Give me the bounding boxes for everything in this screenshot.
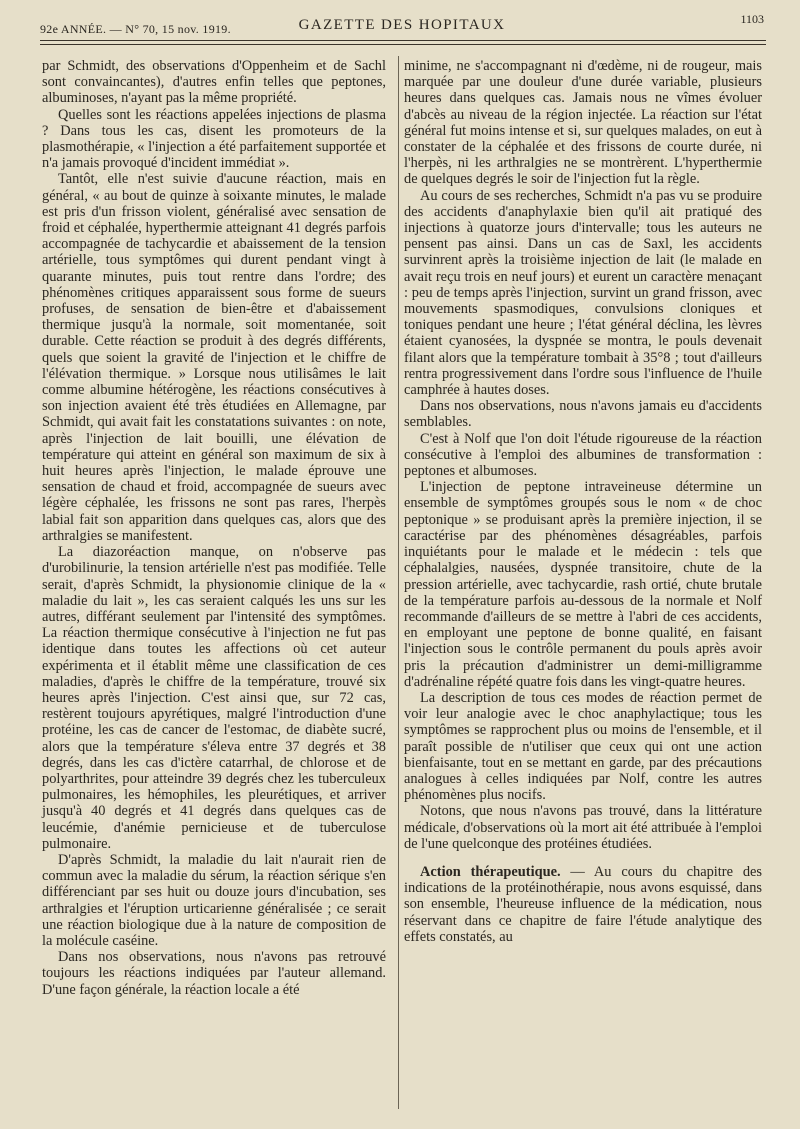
left-column bbox=[42, 58, 386, 998]
header-rule-thin bbox=[40, 44, 766, 45]
column-divider bbox=[398, 56, 399, 1109]
section-heading: Action thérapeutique. bbox=[420, 863, 561, 880]
paragraph: La description de tous ces modes de réaction permet de voir leur analogie avec le choc anaphylactique; tous les symptômes se rapprochent plus ou moins de l'ensemble, et il paraît possible de n'utiliser que ceux qui ont une action bienfaisante, tout en se mettant en garde, par des précautions analogues à celles indiquées par Nolf, contre les autres phénomènes plus nocifs. bbox=[404, 689, 762, 804]
paragraph: Au cours de ses recherches, Schmidt n'a pas vu se produire des accidents d'anaphylaxie bien qu'il ait pratiqué des injections à quatorze jours d'intervalle; tous les auteurs ne pensent pas ainsi. Dans un cas de Saxl, les accidents survinrent après la troisième injection de lait (le malade en avait reçu trois en neuf jours) et eurent un caractère menaçant : peu de temps après l'injection, survint un grand frisson, avec mouvements spasmodiques, convulsions cloniques et toniques pendant une heure ; l'état général déclina, les lèvres étaient cyanosées, la dyspnée se montra, le pouls devenait filant alors que la température tombait à 35°8 ; tout d'ailleurs rentra progressivement dans l'ordre sous l'influence de l'huile camphrée à hautes doses. bbox=[404, 187, 762, 399]
paragraph: Dans nos observations, nous n'avons pas retrouvé toujours les réactions indiquées par l'auteur allemand. D'une façon générale, la réaction locale a été bbox=[42, 949, 386, 998]
right-column bbox=[404, 58, 762, 945]
section-paragraph bbox=[404, 864, 762, 945]
page-header bbox=[40, 12, 764, 38]
journal-title: GAZETTE DES HOPITAUX bbox=[298, 17, 506, 33]
paragraph: Notons, que nous n'avons pas trouvé, dans la littérature médicale, d'observations où la mort ait été attribuée à l'emploi de l'une quelconque des protéines étudiées. bbox=[404, 803, 762, 852]
paragraph: par Schmidt, des observations d'Oppenheim et de Sachl sont convaincantes), d'autres enfin telles que peptones, albuminoses, n'ayant pas la même propriété. bbox=[42, 58, 386, 107]
header-rule bbox=[40, 40, 766, 41]
section-text: — Au cours du chapitre des indications de la protéinothérapie, nous avons esquissé, dans son ensemble, l'heureuse influence de la médication, nous réservant dans ce chapitre de faire l'étude analytique des effets constatés, au bbox=[404, 863, 762, 945]
issue-info: 92e ANNÉE. — N° 70, 15 nov. 1919. bbox=[40, 22, 231, 36]
paragraph: Tantôt, elle n'est suivie d'aucune réaction, mais en général, « au bout de quinze à soixante minutes, le malade est pris d'un frisson violent, généralisé avec sensation de froid et céphalée, hyperthermie atteignant 41 degrés parfois accompagnée de tachycardie et abaissement de la tension artérielle, tous symptômes qui durent pendant vingt à quarante minutes, puis tout rentre dans l'ordre; des phénomènes critiques apparaissent sous forme de sueurs profuses, de sensation de bien-être et d'abaissement thermique jusqu'à la normale, soit momentanée, soit durable. Cette réaction se produit à des degrés différents, quels que soient la gravité de l'injection et le chiffre de l'élévation thermique. » Lorsque nous utilisâmes le lait comme albumine hétérogène, les réactions consécutives à son injection avaient été très étudiées en Allemagne, par Schmidt, qui avait fait les constatations suivantes : on note, après l'injection de lait bouilli, une élévation de température qui atteint en général son maximum de six à huit heures après l'injection, le malade éprouve une sensation de chaud et froid, accompagnée de sueurs avec légère céphalée, les frissons ne sont pas rares, l'herpès labial fait son apparition dans quelques cas, alors que des arthralgies se manifestent. bbox=[42, 171, 386, 544]
paragraph: L'injection de peptone intraveineuse détermine un ensemble de symptômes groupés sous le nom « de choc peptonique » se produisant après la première injection, il se caractérise par des phénomènes désagréables, parfois inquiétants pour le malade et le médecin : tels que céphalalgies, nausées, dyspnée transitoire, chute de la pression artérielle, avec tachycardie, rash ortié, chute brutale de la température parfois au-dessous de la normale et Nolf recommande d'ailleurs de se mettre à l'abri de ces accidents, en employant une peptone de bonne qualité, en faisant l'injection sous le contrôle permanent du pouls après avoir pris la précaution d'administrer un demi-milligramme d'adrénaline répété quatre fois dans les vingt-quatre heures. bbox=[404, 479, 762, 690]
paragraph: La diazoréaction manque, on n'observe pas d'urobilinurie, la tension artérielle n'est pas modifiée. Telle serait, d'après Schmidt, la physionomie clinique de la « maladie du lait », les cas seraient calqués les uns sur les autres, différant seulement par l'intensité des symptômes. La réaction thermique consécutive à l'injection ne fut pas identique dans toutes les affections où cet auteur expérimenta et il établit même une classification de ces maladies, d'après le chiffre de la température, trouvé six heures après l'injection. C'est ainsi que, sur 72 cas, restèrent toujours apyrétiques, malgré l'introduction d'une protéine, les cas de cancer de l'estomac, de diabète sucré, alors que la température s'éleva entre 37 degrés et 38 degrés, dans les cas d'ictère catarrhal, de chlorose et de polyarthrites, pour atteindre 39 degrés chez les tuberculeux pulmonaires, les hémophiles, les pleurétiques, et arriver jusqu'à 40 degrés et 41 degrés dans quelques cas de leucémie, d'anémie pernicieuse et de tuberculose pulmonaire. bbox=[42, 544, 386, 852]
paragraph: C'est à Nolf que l'on doit l'étude rigoureuse de la réaction consécutive à l'emploi des albumines de transformation : peptones et albumoses. bbox=[404, 430, 762, 480]
page-number: 1103 bbox=[740, 12, 764, 26]
paragraph: Dans nos observations, nous n'avons jamais eu d'accidents semblables. bbox=[404, 398, 762, 431]
paragraph: Quelles sont les réactions appelées injections de plasma ? Dans tous les cas, disent les promoteurs de la plasmothérapie, « l'injection a été parfaitement supportée et n'a jamais provoqué d'incident immédiat ». bbox=[42, 106, 386, 172]
paragraph: minime, ne s'accompagnant ni d'œdème, ni de rougeur, mais marquée par une douleur d'une durée variable, plusieurs heures dans quelques cas. Jamais nous ne vîmes évoluer d'abcès au niveau de la région injectée. La réaction sur l'état général fut moins intense et si, sur quelques malades, on eut à constater de la céphalée et des frissons de courte durée, ni l'herpès, ni les arthralgies ne se montrèrent. L'hyperthermie de quelques degrés le soir de l'injection fut la règle. bbox=[404, 58, 762, 188]
paragraph: D'après Schmidt, la maladie du lait n'aurait rien de commun avec la maladie du sérum, la réaction sérique s'en différenciant par ses huit ou douze jours d'incubation, ses arthralgies et l'éruption urticarienne généralisée ; ce serait une réaction biologique due à la nature de composition de la molécule caséine. bbox=[42, 851, 386, 949]
